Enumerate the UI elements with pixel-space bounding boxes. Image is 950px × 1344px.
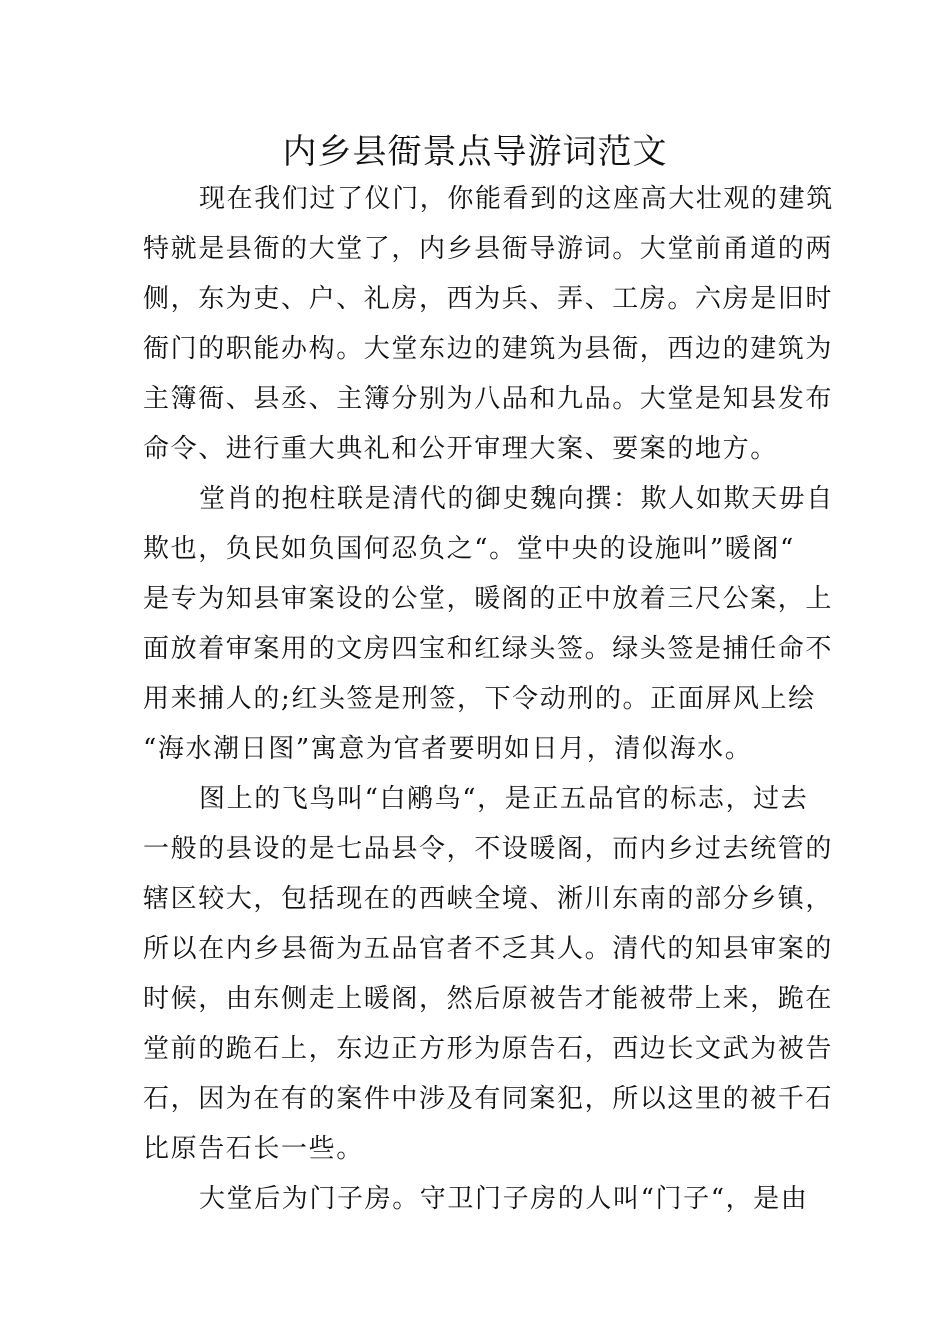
paragraph-line: 主簿衙、县丞、主簿分别为八品和九品。大堂是知县发布 (143, 384, 834, 414)
paragraph-line: 辖区较大，包括现在的西峡全境、淅川东南的部分乡镇， (143, 884, 834, 914)
paragraph-line: 时候，由东侧走上暖阁，然后原被告才能被带上来，跪在 (143, 984, 834, 1014)
paragraph-line: 图上的飞鸟叫“白鹇鸟“，是正五品官的标志，过去 (199, 784, 809, 814)
paragraph-line: 一般的县设的是七品县令，不设暖阁，而内乡过去统管的 (143, 834, 834, 864)
document-title: 内乡县衙景点导游词范文 (282, 132, 668, 172)
paragraph-line: 衙门的职能办构。大堂东边的建筑为县衙，西边的建筑为 (143, 334, 834, 364)
paragraph-line: 命令、进行重大典礼和公开审理大案、要案的地方。 (143, 434, 778, 464)
paragraph-line: 是专为知县审案设的公堂，暖阁的正中放着三尺公案，上 (143, 584, 834, 614)
paragraph-line: 所以在内乡县衙为五品官者不乏其人。清代的知县审案的 (143, 934, 834, 964)
paragraph-line: 大堂后为门子房。守卫门子房的人叫“门子“，是由 (199, 1184, 809, 1214)
paragraph-line: 用来捕人的;红头签是刑签，下令动刑的。正面屏风上绘 (143, 684, 816, 714)
paragraph-line: 面放着审案用的文房四宝和红绿头签。绿头签是捕任命不 (143, 634, 834, 664)
paragraph-line: 堂肖的抱柱联是清代的御史魏向撰：欺人如欺天毋自 (199, 484, 834, 514)
paragraph-line: 现在我们过了仪门，你能看到的这座高大壮观的建筑 (199, 184, 834, 214)
paragraph-line: 欺也，负民如负国何忍负之“。堂中央的设施叫”暖阁“ (143, 534, 795, 564)
paragraph-line: “海水潮日图”寓意为官者要明如日月，清似海水。 (143, 734, 753, 764)
paragraph-line: 石，因为在有的案件中涉及有同案犯，所以这里的被千石 (143, 1084, 834, 1114)
paragraph-line: 侧，东为吏、户、礼房，西为兵、弄、工房。六房是旧时 (143, 284, 834, 314)
paragraph-line: 比原告石长一些。 (143, 1134, 364, 1164)
paragraph-line: 堂前的跪石上，东边正方形为原告石，西边长文武为被告 (143, 1034, 834, 1064)
paragraph-line: 特就是县衙的大堂了，内乡县衙导游词。大堂前甬道的两 (143, 234, 834, 264)
